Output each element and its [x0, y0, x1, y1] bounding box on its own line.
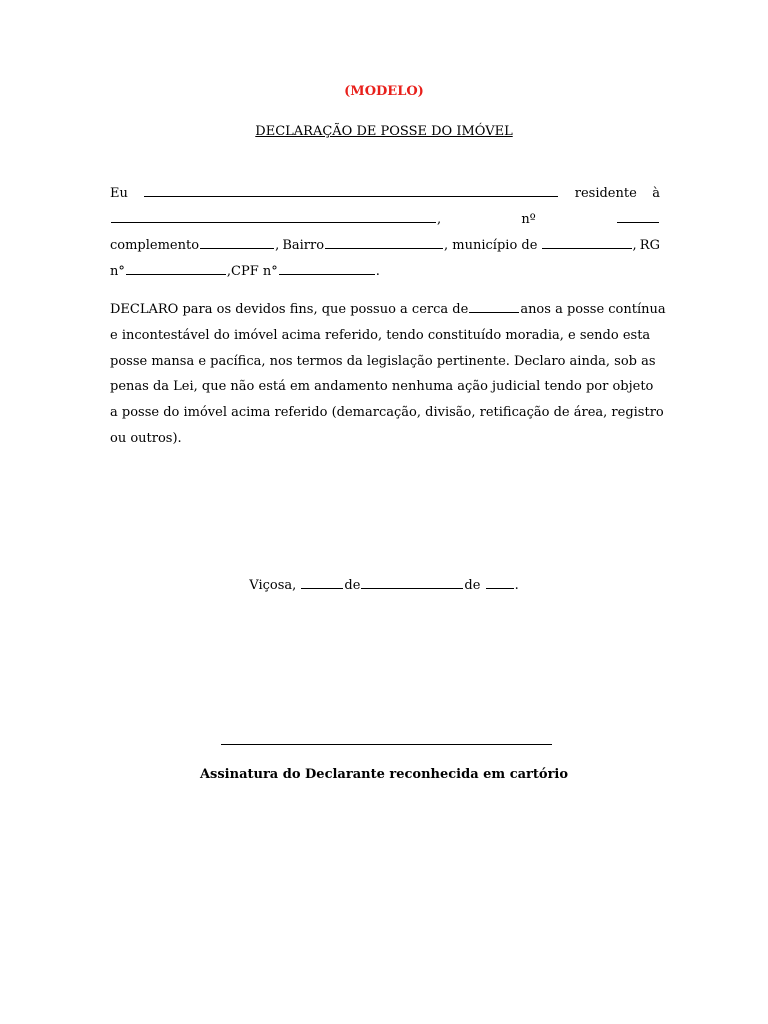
label-numero: nº [521, 212, 536, 227]
place-date-line: Viçosa, de de . [249, 578, 519, 593]
blank-rg[interactable] [126, 273, 226, 275]
blank-bairro[interactable] [325, 247, 443, 249]
signature-line[interactable] [221, 744, 552, 745]
label-cpf: ,CPF n° [226, 264, 278, 279]
blank-day[interactable] [301, 587, 343, 589]
label-rg: RG [639, 238, 660, 253]
paragraph-line: posse mansa e pacífica, nos termos da legislação pertinente. Declaro ainda, sob as [110, 353, 656, 369]
blank-number[interactable] [617, 221, 659, 223]
blank-month[interactable] [361, 587, 463, 589]
form-line-3: complemento , Bairro , município de , RG [110, 238, 660, 253]
paragraph-line: DECLARO para os devidos fins, que possuo a cerca de anos a posse contínua [110, 302, 666, 317]
declaration-paragraph [110, 297, 666, 452]
blank-address[interactable] [111, 221, 436, 223]
document-title: DECLARAÇÃO DE POSSE DO IMÓVEL [255, 124, 513, 139]
paragraph-line: ou outros). [110, 430, 182, 446]
form-line-1 [110, 186, 660, 201]
comma: , [437, 212, 442, 227]
blank-years[interactable] [469, 311, 519, 313]
paragraph-line: penas da Lei, que não está em andamento nenhuma ação judicial tendo por objeto [110, 379, 654, 395]
blank-name[interactable] [144, 195, 558, 197]
label-city: Viçosa, [249, 578, 297, 593]
label-municipio: , município de [444, 238, 538, 253]
model-tag: (MODELO) [344, 84, 424, 99]
blank-complemento[interactable] [200, 247, 274, 249]
label-a: à [652, 186, 660, 201]
paragraph-line: e incontestável do imóvel acima referido, tendo constituído moradia, e sendo esta [110, 327, 651, 343]
form-line-2 [110, 212, 660, 227]
label-rg-num: n° [110, 264, 125, 279]
form-line-4: n° ,CPF n° . [110, 264, 380, 279]
label-residente: residente [574, 186, 637, 201]
blank-cpf[interactable] [279, 273, 375, 275]
blank-municipio[interactable] [542, 247, 632, 249]
blank-year[interactable] [486, 587, 514, 589]
label-bairro: Bairro [282, 238, 325, 253]
label-complemento: complemento [110, 238, 200, 253]
paragraph-line: a posse do imóvel acima referido (demarcação, divisão, retificação de área, registro [110, 405, 664, 421]
signature-label: Assinatura do Declarante reconhecida em cartório [199, 767, 569, 782]
label-eu: Eu [110, 186, 128, 201]
